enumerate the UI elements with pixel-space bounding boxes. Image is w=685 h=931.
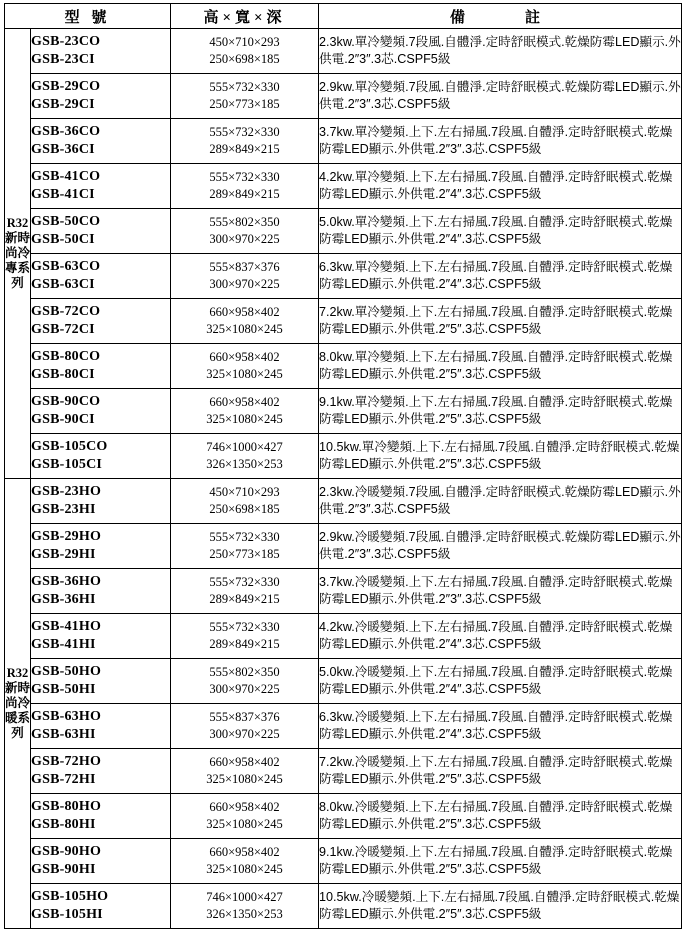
table-row	[5, 704, 682, 749]
model-number: GSB-72HO	[31, 754, 102, 769]
dimension-value: 250×773×185	[209, 547, 280, 561]
product-spec-table	[4, 3, 682, 929]
dimension-value: 746×1000×427	[206, 890, 283, 904]
model-number: GSB-41CI	[31, 187, 95, 202]
table-row	[5, 884, 682, 929]
note-cell: 5.0kw.冷暖變頻.上下.左右掃風.7段風.自體淨.定時舒眠模式.乾燥防霉LED顯示.外供電.2″4″.3芯.CSPF5級	[319, 659, 682, 704]
column-header-note: 備 註	[319, 4, 682, 29]
dimension-value: 555×732×330	[209, 80, 280, 94]
table-row	[5, 569, 682, 614]
note-cell: 3.7kw.冷暖變頻.上下.左右掃風.7段風.自體淨.定時舒眠模式.乾燥防霉LED顯示.外供電.2″3″.3芯.CSPF5級	[319, 569, 682, 614]
dimension-value: 300×970×225	[209, 232, 280, 246]
note-cell: 7.2kw.冷暖變頻.上下.左右掃風.7段風.自體淨.定時舒眠模式.乾燥防霉LED顯示.外供電.2″5″.3芯.CSPF5級	[319, 749, 682, 794]
note-cell: 7.2kw.單冷變頻.上下.左右掃風.7段風.自體淨.定時舒眠模式.乾燥防霉LED顯示.外供電.2″5″.3芯.CSPF5級	[319, 299, 682, 344]
dimension-cell	[171, 209, 319, 254]
note-cell: 2.3kw.單冷變頻.7段風.自體淨.定時舒眠模式.乾燥防霉LED顯示.外供電.2″3″.3芯.CSPF5級	[319, 29, 682, 74]
model-number: GSB-63CO	[31, 259, 101, 274]
table-row	[5, 479, 682, 524]
dimension-value: 555×802×350	[209, 665, 280, 679]
model-cell	[31, 29, 171, 74]
dimension-value: 555×802×350	[209, 215, 280, 229]
dimension-value: 450×710×293	[209, 485, 280, 499]
model-number: GSB-105CO	[31, 439, 108, 454]
model-cell	[31, 164, 171, 209]
dimension-value: 555×732×330	[209, 620, 280, 634]
model-number: GSB-80CI	[31, 367, 95, 382]
dimension-value: 555×837×376	[209, 710, 280, 724]
model-cell	[31, 209, 171, 254]
model-number: GSB-80HI	[31, 817, 96, 832]
model-number: GSB-29CO	[31, 79, 101, 94]
model-number: GSB-23CO	[31, 34, 101, 49]
model-number: GSB-72CI	[31, 322, 95, 337]
dimension-value: 555×732×330	[209, 125, 280, 139]
dimension-cell	[171, 299, 319, 344]
dimension-value: 300×970×225	[209, 727, 280, 741]
note-cell: 2.9kw.冷暖變頻.7段風.自體淨.定時舒眠模式.乾燥防霉LED顯示.外供電.2″3″.3芯.CSPF5級	[319, 524, 682, 569]
dimension-cell	[171, 614, 319, 659]
dimension-value: 450×710×293	[209, 35, 280, 49]
table-row	[5, 119, 682, 164]
note-cell: 2.9kw.單冷變頻.7段風.自體淨.定時舒眠模式.乾燥防霉LED顯示.外供電.2″3″.3芯.CSPF5級	[319, 74, 682, 119]
model-number: GSB-23HI	[31, 502, 96, 517]
model-number: GSB-63HI	[31, 727, 96, 742]
model-cell	[31, 659, 171, 704]
dimension-value: 325×1080×245	[206, 322, 283, 336]
dimension-value: 250×773×185	[209, 97, 280, 111]
dimension-value: 325×1080×245	[206, 367, 283, 381]
dimension-value: 660×958×402	[209, 395, 280, 409]
note-cell: 9.1kw.冷暖變頻.上下.左右掃風.7段風.自體淨.定時舒眠模式.乾燥防霉LED顯示.外供電.2″5″.3芯.CSPF5級	[319, 839, 682, 884]
model-cell	[31, 614, 171, 659]
table-row	[5, 29, 682, 74]
note-cell: 8.0kw.冷暖變頻.上下.左右掃風.7段風.自體淨.定時舒眠模式.乾燥防霉LED顯示.外供電.2″5″.3芯.CSPF5級	[319, 794, 682, 839]
series-group-text: R32新時尚冷暖系列	[5, 666, 31, 740]
note-cell: 6.3kw.單冷變頻.上下.左右掃風.7段風.自體淨.定時舒眠模式.乾燥防霉LED顯示.外供電.2″4″.3芯.CSPF5級	[319, 254, 682, 299]
model-cell	[31, 434, 171, 479]
model-cell	[31, 299, 171, 344]
dimension-value: 289×849×215	[209, 187, 280, 201]
series-group-label	[5, 479, 31, 929]
model-number: GSB-105HO	[31, 889, 109, 904]
dimension-cell	[171, 704, 319, 749]
model-number: GSB-29HO	[31, 529, 102, 544]
model-number: GSB-41CO	[31, 169, 101, 184]
dimension-cell	[171, 389, 319, 434]
table-row	[5, 209, 682, 254]
dimension-value: 325×1080×245	[206, 862, 283, 876]
model-number: GSB-90HI	[31, 862, 96, 877]
model-number: GSB-41HI	[31, 637, 96, 652]
model-number: GSB-72HI	[31, 772, 96, 787]
dimension-value: 300×970×225	[209, 277, 280, 291]
dimension-cell	[171, 749, 319, 794]
note-cell: 10.5kw.單冷變頻.上下.左右掃風.7段風.自體淨.定時舒眠模式.乾燥防霉LED顯示.外供電.2″5″.3芯.CSPF5級	[319, 434, 682, 479]
table-row	[5, 659, 682, 704]
dimension-cell	[171, 164, 319, 209]
model-number: GSB-105CI	[31, 457, 103, 472]
table-row	[5, 524, 682, 569]
table-row	[5, 344, 682, 389]
table-row	[5, 749, 682, 794]
note-cell: 6.3kw.冷暖變頻.上下.左右掃風.7段風.自體淨.定時舒眠模式.乾燥防霉LED顯示.外供電.2″4″.3芯.CSPF5級	[319, 704, 682, 749]
note-cell: 4.2kw.冷暖變頻.上下.左右掃風.7段風.自體淨.定時舒眠模式.乾燥防霉LED顯示.外供電.2″4″.3芯.CSPF5級	[319, 614, 682, 659]
dimension-cell	[171, 524, 319, 569]
dimension-cell	[171, 344, 319, 389]
table-body	[5, 29, 682, 929]
model-number: GSB-105HI	[31, 907, 103, 922]
model-number: GSB-50HI	[31, 682, 96, 697]
dimension-value: 555×732×330	[209, 575, 280, 589]
model-cell	[31, 479, 171, 524]
column-header-model: 型 號	[5, 4, 171, 29]
dimension-value: 300×970×225	[209, 682, 280, 696]
note-cell: 4.2kw.單冷變頻.上下.左右掃風.7段風.自體淨.定時舒眠模式.乾燥防霉LED顯示.外供電.2″4″.3芯.CSPF5級	[319, 164, 682, 209]
model-number: GSB-41HO	[31, 619, 102, 634]
dimension-cell	[171, 659, 319, 704]
model-number: GSB-36HI	[31, 592, 96, 607]
note-cell: 8.0kw.單冷變頻.上下.左右掃風.7段風.自體淨.定時舒眠模式.乾燥防霉LED顯示.外供電.2″5″.3芯.CSPF5級	[319, 344, 682, 389]
model-number: GSB-80CO	[31, 349, 101, 364]
model-number: GSB-23CI	[31, 52, 95, 67]
model-number: GSB-36HO	[31, 574, 102, 589]
dimension-value: 660×958×402	[209, 305, 280, 319]
model-cell	[31, 704, 171, 749]
header-row	[5, 4, 682, 29]
note-cell: 3.7kw.單冷變頻.上下.左右掃風.7段風.自體淨.定時舒眠模式.乾燥防霉LED顯示.外供電.2″3″.3芯.CSPF5級	[319, 119, 682, 164]
table-row	[5, 389, 682, 434]
model-number: GSB-29HI	[31, 547, 96, 562]
model-cell	[31, 794, 171, 839]
dimension-cell	[171, 884, 319, 929]
table-row	[5, 794, 682, 839]
dimension-value: 250×698×185	[209, 52, 280, 66]
dimension-cell	[171, 569, 319, 614]
model-number: GSB-72CO	[31, 304, 101, 319]
model-cell	[31, 74, 171, 119]
dimension-value: 289×849×215	[209, 637, 280, 651]
model-number: GSB-90CO	[31, 394, 101, 409]
dimension-cell	[171, 839, 319, 884]
dimension-cell	[171, 74, 319, 119]
note-cell: 9.1kw.單冷變頻.上下.左右掃風.7段風.自體淨.定時舒眠模式.乾燥防霉LED顯示.外供電.2″5″.3芯.CSPF5級	[319, 389, 682, 434]
table-row	[5, 299, 682, 344]
model-cell	[31, 524, 171, 569]
note-cell: 5.0kw.單冷變頻.上下.左右掃風.7段風.自體淨.定時舒眠模式.乾燥防霉LED顯示.外供電.2″4″.3芯.CSPF5級	[319, 209, 682, 254]
model-cell	[31, 119, 171, 164]
note-cell: 10.5kw.冷暖變頻.上下.左右掃風.7段風.自體淨.定時舒眠模式.乾燥防霉LED顯示.外供電.2″5″.3芯.CSPF5級	[319, 884, 682, 929]
model-cell	[31, 344, 171, 389]
model-cell	[31, 569, 171, 614]
dimension-value: 660×958×402	[209, 800, 280, 814]
model-number: GSB-29CI	[31, 97, 95, 112]
dimension-value: 555×837×376	[209, 260, 280, 274]
dimension-value: 326×1350×253	[206, 907, 283, 921]
table-head	[5, 4, 682, 29]
dimension-value: 326×1350×253	[206, 457, 283, 471]
dimension-value: 250×698×185	[209, 502, 280, 516]
dimension-cell	[171, 794, 319, 839]
model-number: GSB-90HO	[31, 844, 102, 859]
model-number: GSB-50HO	[31, 664, 102, 679]
model-number: GSB-80HO	[31, 799, 102, 814]
dimension-value: 555×732×330	[209, 170, 280, 184]
dimension-value: 289×849×215	[209, 592, 280, 606]
series-group-text: R32新時尚冷專系列	[5, 216, 31, 290]
table-row	[5, 74, 682, 119]
dimension-cell	[171, 479, 319, 524]
model-number: GSB-36CI	[31, 142, 95, 157]
column-header-dimension: 高×寬×深	[171, 4, 319, 29]
dimension-value: 555×732×330	[209, 530, 280, 544]
model-cell	[31, 749, 171, 794]
model-cell	[31, 884, 171, 929]
dimension-value: 325×1080×245	[206, 817, 283, 831]
dimension-value: 325×1080×245	[206, 412, 283, 426]
dimension-cell	[171, 29, 319, 74]
dimension-cell	[171, 434, 319, 479]
model-number: GSB-36CO	[31, 124, 101, 139]
table-row	[5, 614, 682, 659]
dimension-value: 325×1080×245	[206, 772, 283, 786]
dimension-cell	[171, 254, 319, 299]
model-number: GSB-50CI	[31, 232, 95, 247]
model-number: GSB-23HO	[31, 484, 102, 499]
model-number: GSB-50CO	[31, 214, 101, 229]
model-number: GSB-63CI	[31, 277, 95, 292]
dimension-value: 746×1000×427	[206, 440, 283, 454]
dimension-value: 660×958×402	[209, 755, 280, 769]
model-cell	[31, 254, 171, 299]
table-row	[5, 434, 682, 479]
note-cell: 2.3kw.冷暖變頻.7段風.自體淨.定時舒眠模式.乾燥防霉LED顯示.外供電.2″3″.3芯.CSPF5級	[319, 479, 682, 524]
dimension-cell	[171, 119, 319, 164]
dimension-value: 660×958×402	[209, 350, 280, 364]
table-row	[5, 164, 682, 209]
table-row	[5, 839, 682, 884]
model-number: GSB-90CI	[31, 412, 95, 427]
model-cell	[31, 389, 171, 434]
series-group-label	[5, 29, 31, 479]
dimension-value: 660×958×402	[209, 845, 280, 859]
model-cell	[31, 839, 171, 884]
table-row	[5, 254, 682, 299]
dimension-value: 289×849×215	[209, 142, 280, 156]
model-number: GSB-63HO	[31, 709, 102, 724]
